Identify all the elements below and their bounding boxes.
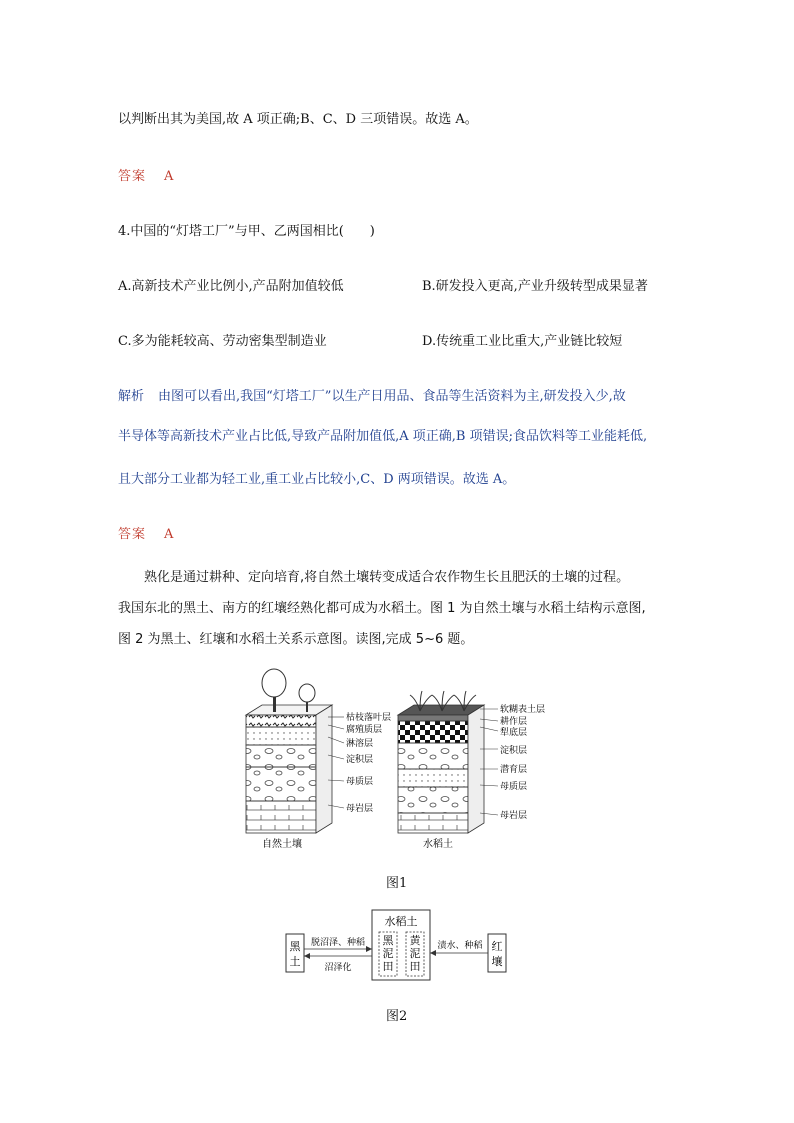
paddy-layer-label: 犁底层 [500, 728, 528, 738]
left-top-arrow-label: 脱沼泽、种稻 [310, 938, 366, 948]
black-paddy-char-1: 黑 [382, 934, 394, 947]
red-soil-char-2: 壤 [491, 955, 503, 968]
passage-line-3: 图 2 为黑土、红壤和水稻土关系示意图。读图,完成 5~6 题。 [118, 632, 474, 647]
answer-2 [118, 523, 173, 542]
yellow-paddy-label [410, 933, 422, 973]
yellow-paddy-char-2: 泥 [409, 947, 421, 960]
black-soil-char-1: 黑 [289, 940, 301, 953]
answer-1 [118, 165, 173, 184]
option-c: C.多为能耗较高、劳动密集型制造业 [118, 334, 327, 349]
figure-2-diagram [280, 908, 520, 984]
answer-label: 答案 [118, 527, 147, 542]
red-soil-char-1: 红 [491, 940, 503, 953]
natural-layer-label: 枯枝落叶层 [346, 713, 392, 723]
rice-plant-icon [410, 691, 476, 711]
paddy-layer-label: 潜育层 [500, 765, 528, 775]
black-paddy-char-2: 泥 [382, 947, 394, 960]
passage-line-2: 我国东北的黑土、南方的红壤经熟化都可成为水稻土。图 1 为自然土壤与水稻土结构示意图, [118, 601, 646, 616]
answer-value: A [164, 527, 174, 542]
option-b: B.研发投入更高,产业升级转型成果显著 [422, 279, 648, 294]
natural-soil-block [246, 669, 391, 850]
paddy-layer-label: 母岩层 [500, 811, 528, 821]
black-paddy-label [383, 934, 395, 973]
natural-layer-label: 母质层 [346, 777, 374, 787]
paddy-soil-block [398, 691, 545, 850]
paddy-layer-label: 耕作层 [500, 717, 528, 727]
solution-line-2: 半导体等高新技术产业占比低,导致产品附加值低,A 项正确,B 项错误;食品饮料等工业能耗低, [118, 429, 648, 444]
option-a: A.高新技术产业比例小,产品附加值较低 [118, 279, 344, 294]
solution-label: 解析 [118, 389, 145, 404]
natural-soil-title: 自然土壤 [262, 839, 302, 850]
solution-text-1: 由图可以看出,我国“灯塔工厂”以生产日用品、食品等生活资料为主,研发投入少,故 [158, 389, 626, 404]
figure-1-diagram [240, 665, 560, 855]
left-bottom-arrow-label: 沼泽化 [324, 963, 352, 973]
solution-line-1 [118, 385, 626, 404]
paddy-soil-title: 水稻土 [423, 839, 453, 850]
paddy-layer-label: 母质层 [500, 782, 528, 792]
option-d: D.传统重工业比重大,产业链比较短 [422, 334, 623, 349]
answer-label: 答案 [118, 169, 147, 184]
yellow-paddy-char-1: 黄 [409, 934, 421, 947]
figure-1-caption: 图1 [386, 876, 408, 891]
paddy-layer-label: 软糊表土层 [500, 705, 546, 715]
figure-2-caption: 图2 [386, 1009, 408, 1024]
top-line: 以判断出其为美国,故 A 项正确;B、C、D 三项错误。故选 A。 [118, 112, 478, 127]
natural-layer-label: 腐殖质层 [346, 725, 383, 735]
question-4-stem: 4.中国的“灯塔工厂”与甲、乙两国相比( ) [118, 224, 375, 239]
natural-layer-label: 母岩层 [346, 804, 374, 814]
paddy-layer-label: 淀积层 [500, 746, 528, 756]
paddy-soil-center-title: 水稻土 [384, 915, 418, 928]
black-paddy-char-3: 田 [382, 960, 394, 973]
black-soil-char-2: 土 [289, 955, 301, 968]
answer-value: A [164, 169, 174, 184]
solution-line-3: 且大部分工业都为轻工业,重工业占比较小,C、D 两项错误。故选 A。 [118, 472, 516, 487]
natural-layer-label: 淋溶层 [346, 739, 374, 749]
natural-layer-label: 淀积层 [346, 755, 374, 765]
yellow-paddy-char-3: 田 [409, 960, 421, 973]
right-arrow-label: 渍水、种稻 [437, 941, 483, 951]
passage-line-1: 熟化是通过耕种、定向培育,将自然土壤转变成适合农作物生长且肥沃的土壤的过程。 [144, 570, 630, 585]
passage [118, 562, 688, 655]
